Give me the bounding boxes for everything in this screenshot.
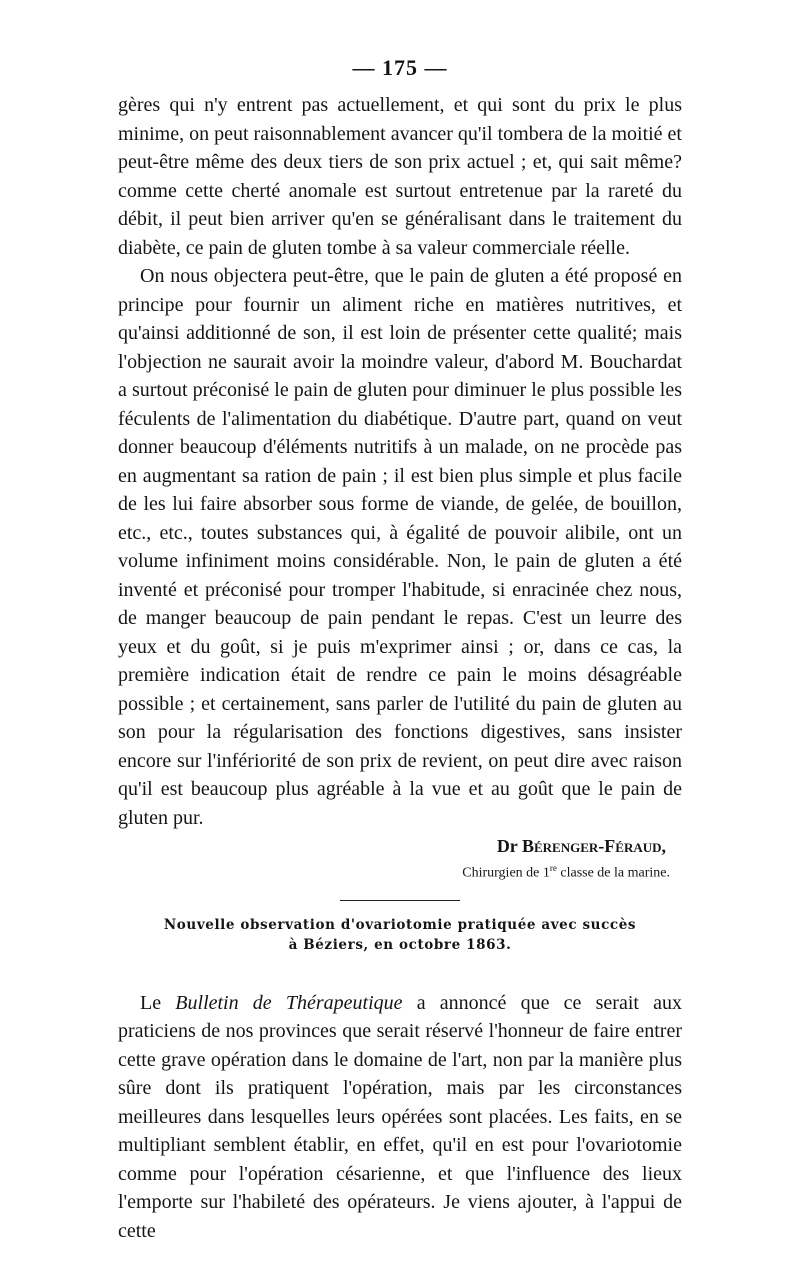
page-number: — 175 — <box>352 55 448 80</box>
section-heading <box>118 915 682 955</box>
section-divider <box>340 900 460 901</box>
paragraph-bulletin-body: a annoncé que ce serait aux praticiens de nos provinces que serait réservé l'honneur de faire entrer cette grave opération dans le domaine de l'art, non par la manière plus sûre dont ils pratiquent l'opération, mais par les circonstances meilleures dans lesquelles leurs opérées sont placées. Les faits, en se multipliant semblent établir, en effet, qu'il en est pour l'ovariotomie comme pour l'opération césarienne, et que l'influence des lieux l'emporte sur l'habileté des opérateurs. Je viens ajouter, à l'appui de cette <box>118 991 683 1242</box>
author-title <box>118 858 682 884</box>
author-name <box>118 834 682 858</box>
author-title-end: classe de la marine. <box>556 865 670 881</box>
book-page <box>118 55 682 1245</box>
paragraph-objection: On nous objectera peut-être, que le pain de gluten a été proposé en principe pour fournir un aliment riche en matières nutritives, et qu'ainsi additionné de son, il est loin de présenter cette qualité; mais l'objection ne saurait avoir la moindre valeur, d'abord M. Bouchardat a surtout préconisé le pain de gluten pour diminuer le plus possible les féculents de l'alimentation du diabétique. D'autre part, quand on veut donner beaucoup d'éléments nutritifs à un malade, on ne procède pas en augmentant sa ration de pain ; il est bien plus simple et plus facile de les lui faire absorber sous forme de viande, de gelée, de bouillon, etc., etc., toutes substances qui, à égalité de pouvoir alibile, ont un volume infiniment moins considérable. Non, le pain de gluten a été inventé et préconisé pour tromper l'habitude, si enracinée chez nous, de manger beaucoup de pain pendant le repas. C'est un leurre des yeux et du goût, si je puis m'exprimer ainsi ; or, dans ce cas, la première indication était de rendre ce pain le moins désagréable possible ; et certainement, sans parler de l'utilité du pain de gluten au son pour la régularisation des fonctions digestives, sans insister encore sur l'infériorité de son prix de revient, on peut dire avec raison qu'il est beaucoup plus agréable à la vue et au goût que le pain de gluten pur. <box>118 265 682 829</box>
author-surname: Bérenger-Féraud, <box>521 836 666 856</box>
author-title-sup: re <box>549 863 557 873</box>
paragraph-bulletin <box>118 989 682 1246</box>
author-prefix: Dr <box>496 836 518 856</box>
section-heading-line-2: à Béziers, en octobre 1863. <box>288 936 512 953</box>
section-heading-line-1: Nouvelle observation d'ovariotomie pratiquée avec succès <box>163 916 637 933</box>
paragraph-bulletin-lead: Le <box>140 991 176 1014</box>
author-title-start: Chirurgien de 1 <box>462 865 550 881</box>
author-signature <box>118 834 682 884</box>
paragraph-continuation: gères qui n'y entrent pas actuellement, et qui sont du prix le plus minime, on peut raisonnablement avancer qu'il tombera de la moitié et peut-être même des deux tiers de son prix actuel ; et, qui sait même? comme cette cherté anomale est surtout entretenue par la rareté du débit, il peut bien arriver qu'en se généralisant dans le traitement du diabète, ce pain de gluten tombe à sa valeur commerciale réelle. <box>118 94 682 259</box>
journal-title: Bulletin de Thérapeutique <box>175 991 403 1014</box>
